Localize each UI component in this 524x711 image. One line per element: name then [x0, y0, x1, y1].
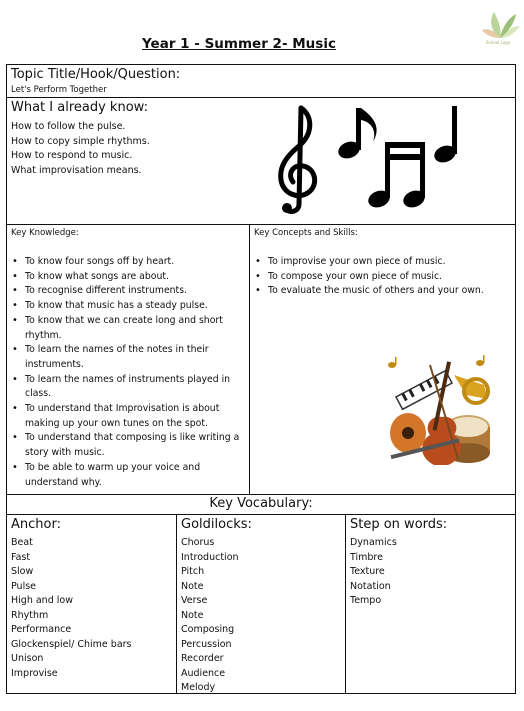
list-item: Pulse: [11, 580, 37, 592]
key-knowledge-heading: Key Knowledge:: [11, 228, 79, 238]
list-item: • To understand that Improvisation is about making up your own tunes on the spot.: [7, 402, 247, 431]
list-item: Introduction: [181, 551, 239, 563]
key-concepts-heading: Key Concepts and Skills:: [254, 228, 358, 238]
list-item: • To evaluate the music of others and your own.: [250, 284, 512, 299]
list-item: How to follow the pulse.: [11, 121, 126, 132]
list-item: Rhythm: [11, 609, 49, 621]
key-concepts-panel: [250, 225, 515, 494]
vocab-column-anchor: [7, 515, 177, 693]
list-item: Audience: [181, 667, 226, 679]
vocab-column-heading: Goldilocks:: [181, 517, 252, 532]
vocabulary-heading-row: [7, 495, 515, 515]
music-notes-icon: [269, 104, 465, 216]
list-item: • To know that music has a steady pulse.: [7, 299, 247, 314]
list-item: Slow: [11, 566, 34, 577]
list-item: Texture: [350, 566, 385, 577]
list-item: Note: [181, 580, 204, 592]
list-item: Pitch: [181, 566, 205, 577]
page-title: Year 1 - Summer 2- Music: [142, 36, 336, 52]
list-item: What improvisation means.: [11, 164, 142, 176]
list-item: High and low: [11, 595, 73, 606]
vocab-list: [350, 536, 397, 609]
vocabulary-table: [7, 515, 515, 693]
list-item: Tempo: [350, 595, 382, 606]
list-item: • To learn the names of instruments played in class.: [7, 373, 247, 402]
list-item: Melody: [181, 682, 216, 693]
list-item: Verse: [181, 595, 208, 606]
list-item: • To learn the names of the notes in their instruments.: [7, 343, 247, 372]
list-item: • To recognise different instruments.: [7, 284, 247, 299]
list-item: Composing: [181, 624, 235, 635]
knowledge-skills-section: [7, 225, 515, 495]
list-item: Performance: [11, 624, 72, 635]
vocab-column-heading: Anchor:: [11, 517, 61, 532]
list-item: • To compose your own piece of music.: [250, 270, 512, 285]
key-knowledge-list: [7, 255, 247, 490]
list-item: • To improvise your own piece of music.: [250, 255, 512, 270]
list-item: Unison: [11, 653, 44, 664]
key-concepts-list: [250, 255, 512, 299]
list-item: Percussion: [181, 638, 232, 650]
knowledge-organiser: [6, 64, 516, 694]
instruments-icon: [384, 355, 494, 467]
vocab-column-step-on: [346, 515, 515, 693]
list-item: Timbre: [350, 551, 383, 563]
topic-heading: Topic Title/Hook/Question:: [11, 67, 181, 82]
logo-text: School Logo: [486, 40, 511, 45]
list-item: Notation: [350, 580, 391, 592]
vocabulary-heading: Key Vocabulary:: [209, 496, 313, 511]
list-item: How to respond to music.: [11, 150, 133, 161]
topic-text: Let's Perform Together: [11, 85, 107, 95]
key-knowledge-panel: [7, 225, 250, 494]
list-item: Beat: [11, 537, 33, 548]
list-item: Dynamics: [350, 537, 397, 548]
vocab-list: [181, 536, 239, 696]
list-item: Recorder: [181, 653, 224, 664]
list-item: Chorus: [181, 537, 215, 548]
list-item: How to copy simple rhythms.: [11, 135, 150, 147]
already-know-section: [7, 98, 515, 225]
list-item: • To be able to warm up your voice and understand why.: [7, 461, 247, 490]
already-know-heading: What I already know:: [11, 100, 148, 115]
list-item: • To understand that composing is like writing a story with music.: [7, 431, 247, 460]
topic-section: [7, 65, 515, 98]
vocab-list: [11, 536, 132, 681]
vocab-column-goldilocks: [177, 515, 346, 693]
list-item: • To know what songs are about.: [7, 270, 247, 285]
list-item: Note: [181, 609, 204, 621]
list-item: • To know that we can create long and short rhythm.: [7, 314, 247, 343]
list-item: Improvise: [11, 667, 58, 679]
vocab-column-heading: Step on words:: [350, 517, 448, 532]
list-item: • To know four songs off by heart.: [7, 255, 247, 270]
already-know-list: [11, 120, 150, 178]
list-item: Glockenspiel/ Chime bars: [11, 638, 132, 650]
list-item: Fast: [11, 551, 31, 563]
